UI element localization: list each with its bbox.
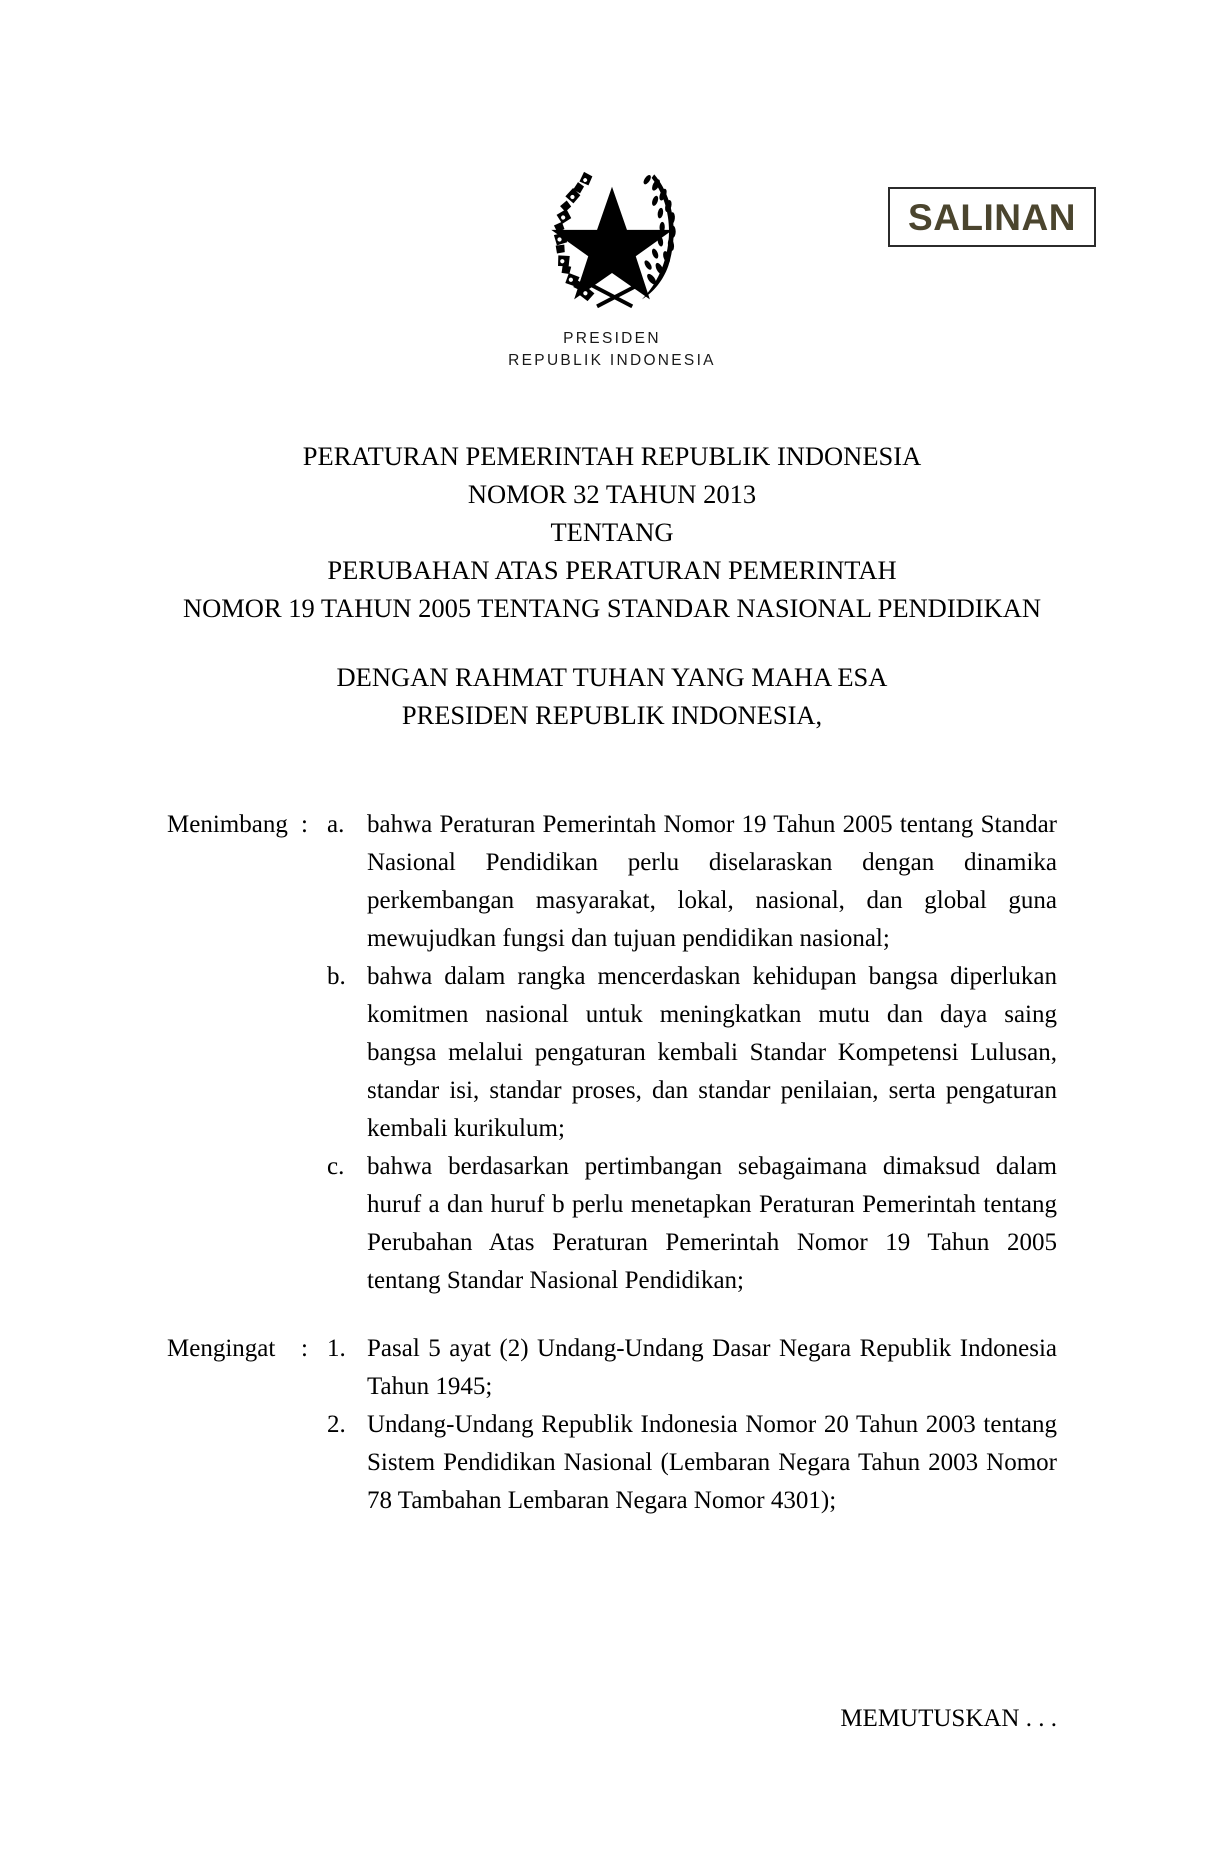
- clause-items-mengingat: [327, 1330, 1057, 1520]
- item-marker: a.: [327, 811, 345, 838]
- title-line-3: TENTANG: [550, 517, 674, 547]
- list-item: [327, 1148, 1057, 1300]
- emblem-caption-line-1: PRESIDEN: [563, 330, 661, 347]
- subtitle-line-1: DENGAN RAHMAT TUHAN YANG MAHA ESA: [336, 662, 888, 692]
- indonesia-presidential-emblem-icon: [524, 148, 700, 324]
- item-text: Undang-Undang Republik Indonesia Nomor 20 Tahun 2003 tentang Sistem Pendidikan Nasional (Lembaran Negara Tahun 2003 Nomor 78 Tambahan Lembaran Negara Nomor 4301);: [367, 1411, 1057, 1514]
- title-line-2: NOMOR 32 TAHUN 2013: [467, 479, 757, 509]
- title-line-1: PERATURAN PEMERINTAH REPUBLIK INDONESIA: [302, 441, 922, 471]
- clause-colon-menimbang: :: [301, 811, 308, 838]
- clause-items-menimbang: [327, 806, 1057, 1300]
- item-marker: c.: [327, 1153, 345, 1180]
- item-marker: 2.: [327, 1411, 346, 1438]
- item-marker: 1.: [327, 1335, 346, 1362]
- list-item: [327, 806, 1057, 958]
- clause-colon-mengingat: :: [301, 1335, 308, 1362]
- clause-menimbang: [167, 806, 1057, 1300]
- clause-label-menimbang: Menimbang: [167, 811, 288, 838]
- list-item: [327, 958, 1057, 1148]
- item-text: bahwa berdasarkan pertimbangan sebagaimana dimaksud dalam huruf a dan huruf b perlu menetapkan Peraturan Pemerintah tentang Perubahan Atas Peraturan Pemerintah Nomor 19 Tahun 2005 tentang Standar Nasional Pendidikan;: [367, 1153, 1057, 1294]
- item-marker: b.: [327, 963, 346, 990]
- emblem-block: [0, 148, 1224, 373]
- continuation-note: MEMUTUSKAN . . .: [840, 1705, 1057, 1732]
- item-text: bahwa dalam rangka mencerdaskan kehidupan bangsa diperlukan komitmen nasional untuk meningkatkan mutu dan daya saing bangsa melalui pengaturan kembali Standar Kompetensi Lulusan, standar isi, standar proses, dan standar penilaian, serta pengaturan kembali kurikulum;: [367, 963, 1057, 1142]
- emblem-caption: [508, 328, 716, 373]
- clause-mengingat: [167, 1330, 1057, 1520]
- document-title: [0, 437, 1224, 627]
- document-subtitle: [0, 658, 1224, 734]
- list-item: [327, 1406, 1057, 1520]
- item-text: Pasal 5 ayat (2) Undang-Undang Dasar Negara Republik Indonesia Tahun 1945;: [367, 1335, 1057, 1400]
- emblem-caption-line-2: REPUBLIK INDONESIA: [508, 352, 716, 370]
- title-line-5: NOMOR 19 TAHUN 2005 TENTANG STANDAR NASIONAL PENDIDIKAN: [182, 593, 1042, 623]
- title-line-4: PERUBAHAN ATAS PERATURAN PEMERINTAH: [327, 555, 897, 585]
- salinan-stamp-label: SALINAN: [908, 196, 1076, 238]
- document-body: [167, 806, 1057, 1520]
- subtitle-line-2: PRESIDEN REPUBLIK INDONESIA,: [401, 700, 823, 730]
- list-item: [327, 1330, 1057, 1406]
- clause-label-mengingat: Mengingat: [167, 1335, 276, 1362]
- item-text: bahwa Peraturan Pemerintah Nomor 19 Tahun 2005 tentang Standar Nasional Pendidikan perlu diselaraskan dengan dinamika perkembangan masyarakat, lokal, nasional, dan global guna mewujudkan fungsi dan tujuan pendidikan nasional;: [367, 811, 1057, 952]
